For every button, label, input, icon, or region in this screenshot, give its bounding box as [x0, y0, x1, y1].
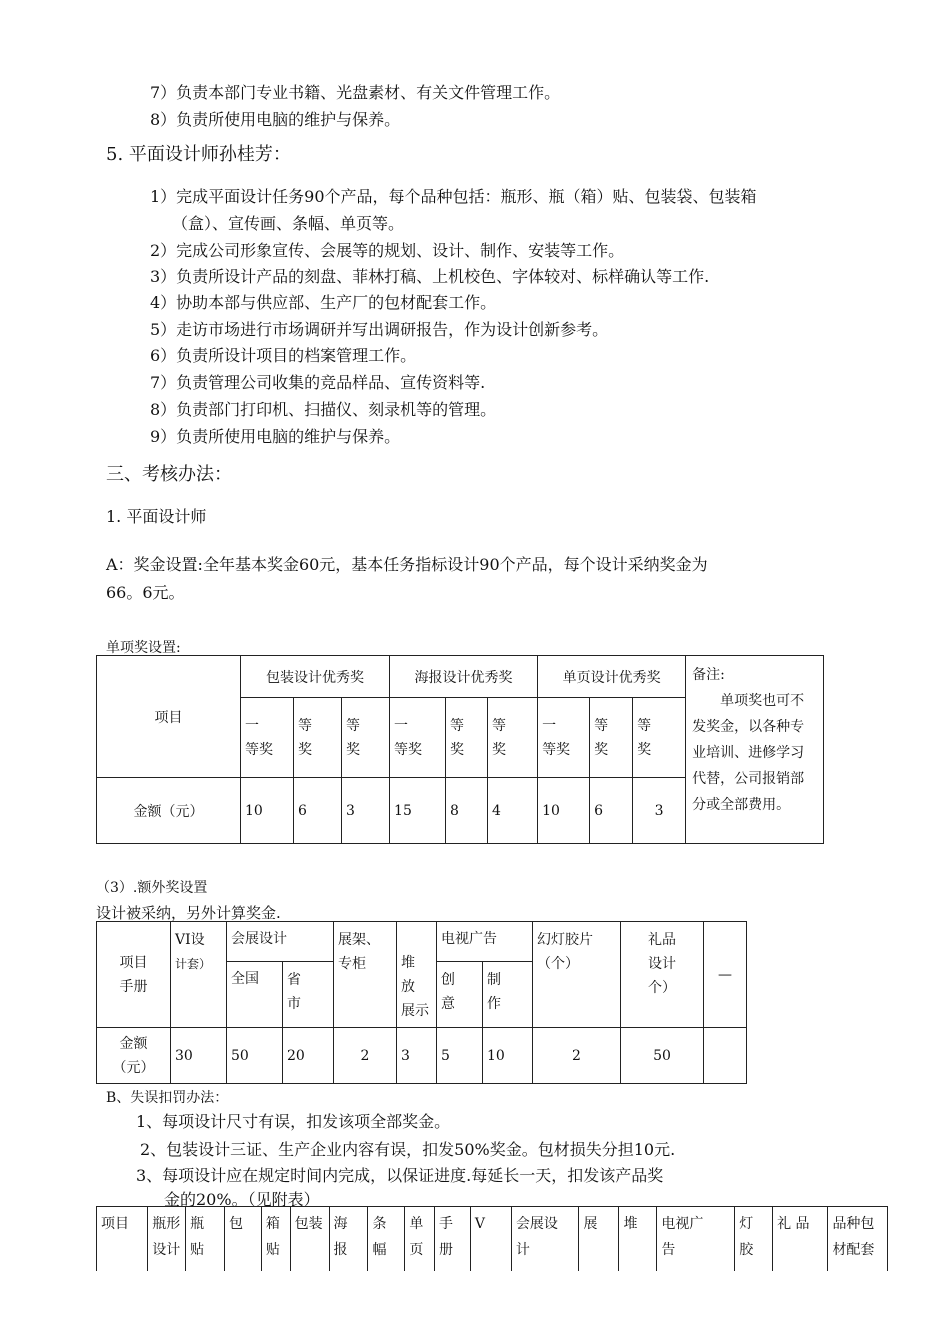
s5-item-7: 7）负责管理公司收集的竞品样品、宣传资料等. — [150, 373, 486, 392]
penalty-item-3-cont: 金的20%。（见附表） — [164, 1190, 320, 1209]
ea-expo-header: 会展设计 — [227, 922, 334, 962]
ea-value: 2 — [533, 1028, 621, 1084]
ea-creative-header: 创 意 — [437, 962, 483, 1028]
penalty-item-3: 3、每项设计应在规定时间内完成，以保证进度.每延长一天，扣发该产品奖 — [136, 1166, 664, 1185]
attached-header-cell: 包 — [225, 1207, 262, 1271]
sa-group-leaflet: 单页设计优秀奖 — [538, 656, 686, 698]
extra-award-table — [96, 921, 747, 1084]
section3-sub1: 1. 平面设计师 — [106, 507, 207, 526]
attached-header-cell: 电视广 告 — [657, 1207, 735, 1271]
sa-group-packaging: 包装设计优秀奖 — [241, 656, 390, 698]
award-setting-line1: A：奖金设置:全年基本奖金60元，基本任务指标设计90个产品，每个设计采纳奖金为 — [106, 555, 708, 574]
sa-value: 4 — [488, 778, 538, 844]
s5-item-4: 4）协助本部与供应部、生产厂的包材配套工作。 — [150, 293, 497, 312]
ea-value: 5 — [437, 1028, 483, 1084]
ea-national-header: 全国 — [227, 962, 283, 1028]
sa-amount-label: 金额（元） — [97, 778, 241, 844]
ea-amount-label: 金额 （元） — [97, 1028, 171, 1084]
award-setting-line2: 66。6元。 — [106, 583, 185, 602]
extra-award-caption: （3）.额外奖设置 — [96, 880, 208, 896]
attached-header-cell: 海 报 — [329, 1207, 368, 1271]
ea-value: 3 — [397, 1028, 437, 1084]
s5-item-6: 6）负责所设计项目的档案管理工作。 — [150, 346, 417, 365]
penalty-title: B、失误扣罚办法： — [106, 1090, 229, 1106]
attached-header-cell: 单 页 — [405, 1207, 435, 1271]
ea-project-header: 项目 手册 — [97, 922, 171, 1028]
attached-header-cell: 项目 — [97, 1207, 148, 1271]
sa-value: 3 — [633, 778, 686, 844]
sa-project-header: 项目 — [97, 656, 241, 778]
sa-value: 6 — [590, 778, 633, 844]
sa-pack-first: 一 等奖 — [241, 698, 294, 778]
attached-header-cell: 展 — [579, 1207, 619, 1271]
attached-header-cell: 堆 — [619, 1207, 657, 1271]
ea-slide-header: 幻灯胶片 （个） — [533, 922, 621, 1028]
attached-header-cell: 品种包 材配套 — [828, 1207, 888, 1271]
ea-produce-header: 制 作 — [483, 962, 533, 1028]
sa-poster-first: 一 等奖 — [390, 698, 446, 778]
ea-value: 2 — [334, 1028, 397, 1084]
ea-shelf-header: 展架、 专柜 — [334, 922, 397, 1028]
single-award-table — [96, 655, 824, 844]
attached-header-cell: 手 册 — [435, 1207, 471, 1271]
s5-item-1-cont: （盒）、宣传画、条幅、单页等。 — [172, 214, 405, 233]
s5-item-1: 1）完成平面设计任务90个产品，每个品种包括：瓶形、瓶（箱）贴、包装袋、包装箱 — [150, 187, 757, 206]
ea-vi-header: VI设 计套） — [171, 922, 227, 1028]
ea-value: 50 — [621, 1028, 704, 1084]
sa-value: 10 — [538, 778, 590, 844]
ea-stack-header: 堆 放 展示 — [397, 922, 437, 1028]
item-8-top: 8）负责所使用电脑的维护与保养。 — [150, 110, 401, 129]
sa-value: 10 — [241, 778, 294, 844]
s5-item-9: 9）负责所使用电脑的维护与保养。 — [150, 427, 401, 446]
sa-leaflet-second: 等 奖 — [590, 698, 633, 778]
ea-value: 20 — [283, 1028, 334, 1084]
attached-header-cell: 瓶形 设计 — [148, 1207, 186, 1271]
sa-value: 8 — [446, 778, 488, 844]
ea-value-empty — [704, 1028, 747, 1084]
attached-header-cell: 灯 胶 — [735, 1207, 773, 1271]
attached-header-cell: 箱 贴 — [261, 1207, 290, 1271]
sa-leaflet-first: 一 等奖 — [538, 698, 590, 778]
attached-header-cell: 瓶 贴 — [186, 1207, 225, 1271]
s5-item-8: 8）负责部门打印机、扫描仪、刻录机等的管理。 — [150, 400, 497, 419]
extra-award-subcaption: 设计被采纳，另外计算奖金. — [96, 904, 281, 922]
sa-pack-second: 等 奖 — [294, 698, 342, 778]
s5-item-2: 2）完成公司形象宣传、会展等的规划、设计、制作、安装等工作。 — [150, 241, 625, 260]
sa-note-body: 单项奖也可不发奖金，以各种专业培训、进修学习代替，公司报销部分或全部费用。 — [692, 693, 805, 813]
sa-pack-third: 等 奖 — [342, 698, 390, 778]
sa-value: 3 — [342, 778, 390, 844]
attached-header-cell: 包装 — [290, 1207, 329, 1271]
attached-header-cell: V — [470, 1207, 511, 1271]
attached-header-cell: 礼 品 — [773, 1207, 828, 1271]
s5-item-3: 3）负责所设计产品的刻盘、菲林打稿、上机校色、字体较对、标样确认等工作. — [150, 267, 710, 286]
ea-province-header: 省 市 — [283, 962, 334, 1028]
sa-poster-second: 等 奖 — [446, 698, 488, 778]
penalty-item-1: 1、每项设计尺寸有误，扣发该项全部奖金。 — [136, 1112, 451, 1131]
penalty-item-2: 2、包装设计三证、生产企业内容有误，扣发50%奖金。包材损失分担10元. — [140, 1140, 676, 1159]
sa-note — [686, 656, 824, 844]
item-7-top: 7）负责本部门专业书籍、光盘素材、有关文件管理工作。 — [150, 83, 561, 102]
section5-title: 5. 平面设计师孙桂芳： — [106, 144, 291, 165]
s5-item-5: 5）走访市场进行市场调研并写出调研报告，作为设计创新参考。 — [150, 320, 609, 339]
sa-value: 6 — [294, 778, 342, 844]
ea-dash-header: — — [704, 922, 747, 1028]
sa-group-poster: 海报设计优秀奖 — [390, 656, 538, 698]
attached-header-cell: 会展设 计 — [511, 1207, 579, 1271]
single-award-caption: 单项奖设置: — [106, 640, 181, 656]
ea-value: 10 — [483, 1028, 533, 1084]
ea-value: 50 — [227, 1028, 283, 1084]
ea-value: 30 — [171, 1028, 227, 1084]
sa-poster-third: 等 奖 — [488, 698, 538, 778]
section3-title: 三、考核办法： — [106, 464, 232, 485]
sa-value: 15 — [390, 778, 446, 844]
attached-header-cell: 条 幅 — [368, 1207, 405, 1271]
sa-note-title: 备注: — [692, 667, 725, 683]
ea-gift-header: 礼品 设计 个） — [621, 922, 704, 1028]
ea-tv-header: 电视广告 — [437, 922, 533, 962]
sa-leaflet-third: 等 奖 — [633, 698, 686, 778]
attached-table — [96, 1206, 888, 1271]
